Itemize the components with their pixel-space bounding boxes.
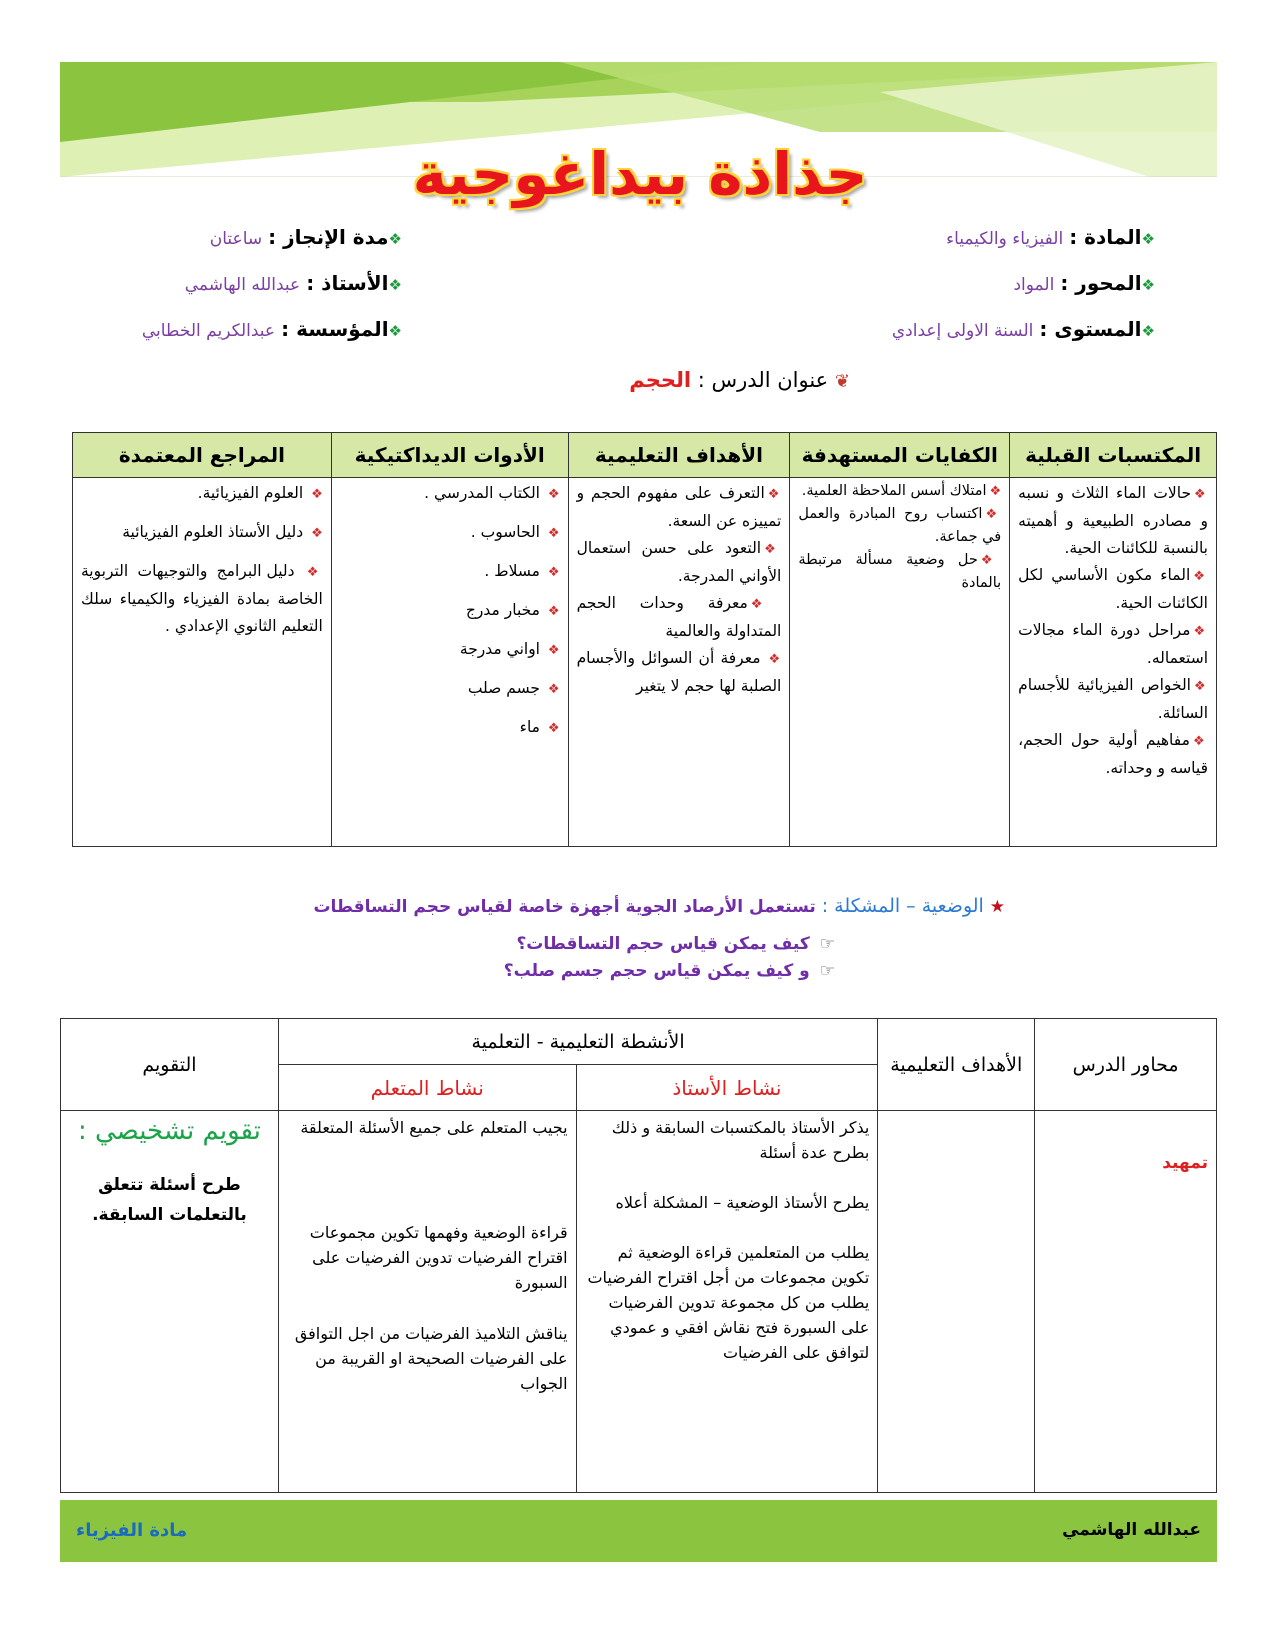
info-subject: ❖المادة : الفيزياء والكيمياء (946, 225, 1155, 249)
diamond-bullet-icon: ❖ (1141, 230, 1155, 248)
header-learner-activity: نشاط المتعلم (278, 1065, 576, 1111)
tools-cell (331, 478, 568, 847)
learner-activity-cell: يجيب المتعلم على جميع الأسئلة المتعلقة قراءة الوضعية وفهمها تكوين مجموعات اقتراح الفرضيات تدوين الفرضيات على السبورة يناقش التلاميذ الفرضيات من اجل التوافق على الفرضيات الصحيحة او القريبة من الجواب (278, 1111, 576, 1493)
list-item: ❖الخواص الفيزيائية للأجسام السائلة. (1018, 676, 1209, 722)
header-tools: الأدوات الديداكتيكية (331, 433, 568, 478)
list-item: ❖امتلاك أسس الملاحظة العلمية. (801, 483, 1002, 499)
diamond-bullet-icon: ❖ (388, 230, 402, 248)
list-item: ❖ مخبار مدرج (465, 601, 560, 619)
list-item: ❖التعود على حسن استعمال الأواني المدرجة. (576, 539, 782, 585)
info-school: ❖المؤسسة : عبدالكريم الخطابي (141, 317, 402, 341)
pointing-hand-icon: ☞ (819, 961, 835, 981)
header-objectives: الأهداف التعليمية (568, 433, 790, 478)
lesson-title: ❦ عنوان الدرس : الحجم (629, 368, 850, 392)
ornament-icon: ❦ (834, 371, 850, 392)
header-competencies: الكفايات المستهدفة (790, 433, 1010, 478)
list-item: ❖ دليل البرامج والتوجيهات التربوية الخاصة بمادة الفيزياء والكيمياء سلك التعليم الثانوي الإعدادي . (81, 562, 323, 635)
list-item: ❖ مسلاط . (484, 562, 560, 580)
problem-situation: ★ الوضعية – المشكلة : تستعمل الأرصاد الجوية أجهزة خاصة لقياس حجم التساقطات (313, 895, 1005, 917)
list-item: ❖معرفة وحدات الحجم المتداولة والعالمية (576, 594, 782, 640)
list-item: ❖ دليل الأستاذ العلوم الفيزيائية (122, 523, 323, 541)
header-axes: محاور الدرس (1035, 1019, 1217, 1111)
footer-bar (60, 1500, 1217, 1562)
list-item: ❖ معرفة أن السوائل والأجسام الصلبة لها حجم لا يتغير (576, 649, 782, 695)
list-item: ❖اكتساب روح المبادرة والعمل في جماعة. (798, 506, 1002, 545)
info-duration: ❖مدة الإنجاز : ساعتان (209, 225, 402, 249)
objectives-cell (878, 1111, 1035, 1493)
prior-cell (1010, 478, 1217, 847)
list-item: ❖مراحل دورة الماء مجالات استعماله. (1018, 621, 1209, 667)
diamond-bullet-icon: ❖ (1141, 322, 1155, 340)
header-objectives: الأهداف التعليمية (878, 1019, 1035, 1111)
list-item: ❖التعرف على مفهوم الحجم و تمييزه عن السعة. (576, 484, 782, 530)
page-title: جذاذة بيداغوجية (412, 140, 868, 208)
teacher-activity-cell: يذكر الأستاذ بالمكتسبات السابقة و ذلك بطرح عدة أسئلة يطرح الأستاذ الوضعية – المشكلة أعلاه يطلب من المتعلمين قراءة الوضعية ثم تكوين مجموعات من أجل اقتراح الفرضيات يطلب من كل مجموعة تدوين الفرضيات على السبورة فتح نقاش افقي و عمودي لتوافق على الفرضيات (576, 1111, 878, 1493)
evaluation-cell: تقويم تشخيصي : طرح أسئلة تتعلق بالتعلمات السابقة. (61, 1111, 279, 1493)
objectives-cell (568, 478, 790, 847)
list-item: ❖ اواني مدرجة (459, 640, 560, 658)
pointing-hand-icon: ☞ (819, 934, 835, 954)
header-activities: الأنشطة التعليمية - التعلمية (278, 1019, 877, 1065)
list-item: ❖ جسم صلب (467, 679, 560, 697)
list-item: ❖ الحاسوب . (470, 523, 560, 541)
prereq-table (72, 432, 1217, 847)
header-prior: المكتسبات القبلية (1010, 433, 1217, 478)
list-item: ❖مفاهيم أولية حول الحجم، قياسه و وحداته. (1018, 731, 1209, 777)
info-level: ❖المستوى : السنة الاولى إعدادي (891, 317, 1155, 341)
list-item: ❖حل وضعية مسألة مرتبطة بالمادة (798, 552, 1002, 591)
diamond-bullet-icon: ❖ (1141, 276, 1155, 294)
question-1: ☞كيف يمكن قياس حجم التساقطات؟ (516, 934, 835, 954)
header-evaluation: التقويم (61, 1019, 279, 1111)
info-axis: ❖المحور : المواد (1013, 271, 1155, 295)
diamond-bullet-icon: ❖ (388, 276, 402, 294)
star-icon: ★ (989, 897, 1005, 917)
question-2: ☞و كيف يمكن قياس حجم جسم صلب؟ (503, 961, 835, 981)
header-teacher-activity: نشاط الأستاذ (576, 1065, 878, 1111)
footer-subject: مادة الفيزياء (76, 1520, 188, 1541)
competencies-cell (790, 478, 1010, 847)
list-item: ❖ الكتاب المدرسي . (424, 484, 560, 502)
diamond-bullet-icon: ❖ (388, 322, 402, 340)
list-item: ❖الماء مكون الأساسي لكل الكائنات الحية. (1018, 566, 1208, 612)
list-item: ❖ ماء (519, 718, 560, 736)
activity-table (60, 1018, 1217, 1493)
references-cell (73, 478, 332, 847)
info-teacher: ❖الأستاذ : عبدالله الهاشمي (184, 271, 402, 295)
list-item: ❖حالات الماء الثلاث و نسبه و مصادره الطبيعية و أهميته بالنسبة للكائنات الحية. (1018, 484, 1208, 557)
footer-author: عبدالله الهاشمي (1062, 1520, 1201, 1540)
header-references: المراجع المعتمدة (73, 433, 332, 478)
list-item: ❖ العلوم الفيزيائية. (197, 484, 323, 502)
axis-cell: تمهيد (1035, 1111, 1217, 1493)
